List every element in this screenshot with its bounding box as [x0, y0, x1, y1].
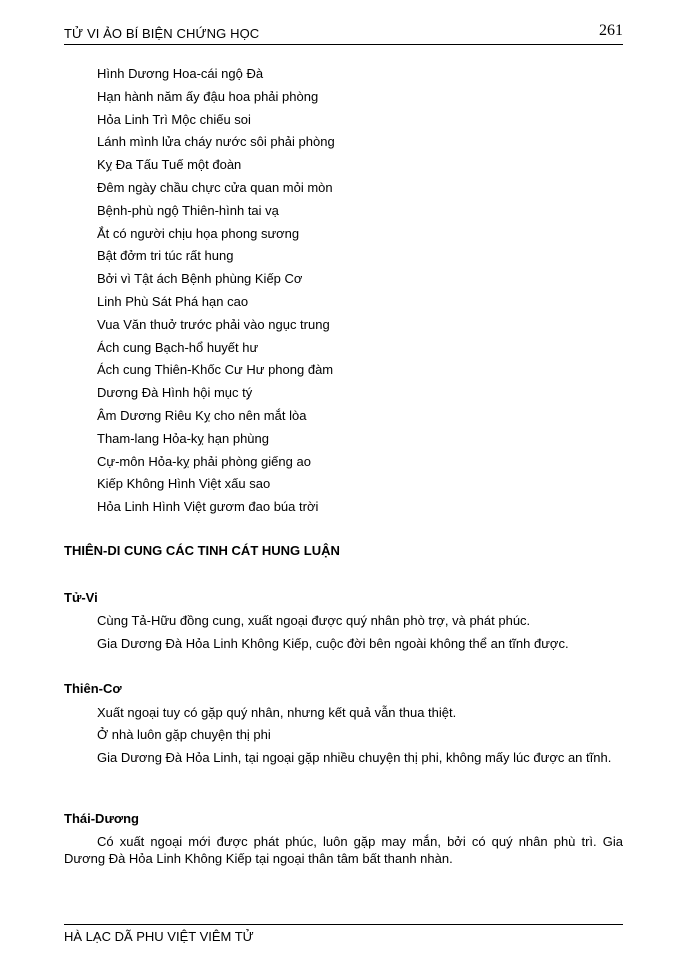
poem-line: Ắt có người chịu họa phong sương: [97, 225, 300, 241]
footer-text: HÀ LẠC DÃ PHU VIỆT VIÊM TỬ: [64, 929, 254, 944]
paragraph: Xuất ngoại tuy có gặp quý nhân, nhưng kết quả vẫn thua thiệt.: [97, 705, 457, 720]
page-number: 261: [599, 22, 623, 39]
poem-line: Đêm ngày chầu chực cửa quan mỏi mòn: [97, 179, 333, 195]
poem-line: Bật đởm tri túc rất hung: [97, 248, 234, 264]
section-heading: THIÊN-DI CUNG CÁC TINH CÁT HUNG LUẬN: [64, 543, 340, 558]
poem-line: Hỏa Linh Trì Mộc chiếu soi: [97, 111, 251, 127]
poem-line: Hình Dương Hoa-cái ngộ Đà: [97, 66, 264, 81]
page-footer: [64, 924, 623, 944]
paragraph: Gia Dương Đà Hỏa Linh Không Kiếp, cuộc đời bên ngoài không thể an tĩnh được.: [97, 636, 569, 651]
poem-line: Kiếp Không Hình Việt xấu sao: [97, 476, 271, 492]
subheading-tu-vi: Tử-Vi: [64, 590, 98, 605]
poem-line: Bệnh-phù ngộ Thiên-hình tai vạ: [97, 202, 279, 218]
paragraph: Gia Dương Đà Hỏa Linh, tại ngoại gặp nhiều chuyện thị phi, không mấy lúc được an tĩnh.: [97, 750, 612, 765]
poem-line: Lánh mình lửa cháy nước sôi phải phòng: [97, 134, 335, 150]
poem-line: Dương Đà Hình hội mục tý: [97, 385, 253, 401]
poem-line: Hỏa Linh Hình Việt gươm đao búa trời: [97, 499, 319, 515]
poem-line: Bởi vì Tật ách Bệnh phùng Kiếp Cơ: [97, 271, 303, 287]
subheading-thien-co: Thiên-Cơ: [64, 681, 122, 696]
paragraph: Ở nhà luôn gặp chuyện thị phi: [97, 727, 271, 742]
book-title: TỬ VI ẢO BÍ BIỆN CHỨNG HỌC: [64, 26, 260, 41]
poem-line: Linh Phù Sát Phá hạn cao: [97, 293, 249, 309]
paragraph: Có xuất ngoại mới được phát phúc, luôn gặp may mắn, bởi có quý nhân phù trì. Gia Dương Đà Hỏa Linh Không Kiếp tại ngoại thân tâm bất thanh nhàn.: [64, 834, 623, 866]
paragraph: Cùng Tả-Hữu đồng cung, xuất ngoại được quý nhân phò trợ, và phát phúc.: [97, 613, 531, 628]
poem-line: Hạn hành năm ấy đậu hoa phải phòng: [97, 88, 319, 104]
poem-line: Cự-môn Hỏa-kỵ phải phòng giếng ao: [97, 453, 311, 469]
subheading-thai-duong: Thái-Dương: [64, 811, 139, 826]
poem-line: Ách cung Thiên-Khốc Cư Hư phong đàm: [97, 362, 334, 378]
poem-line: Ách cung Bạch-hổ huyết hư: [97, 339, 259, 355]
poem-line: Vua Văn thuở trước phải vào ngục trung: [97, 316, 330, 332]
page-header: [64, 20, 623, 45]
poem-verses: [97, 64, 335, 520]
poem-line: Kỵ Đa Tấu Tuế một đoàn: [97, 157, 242, 173]
poem-line: Tham-lang Hỏa-kỵ hạn phùng: [97, 430, 269, 446]
poem-line: Âm Dương Riêu Kỵ cho nên mắt lòa: [97, 407, 307, 423]
